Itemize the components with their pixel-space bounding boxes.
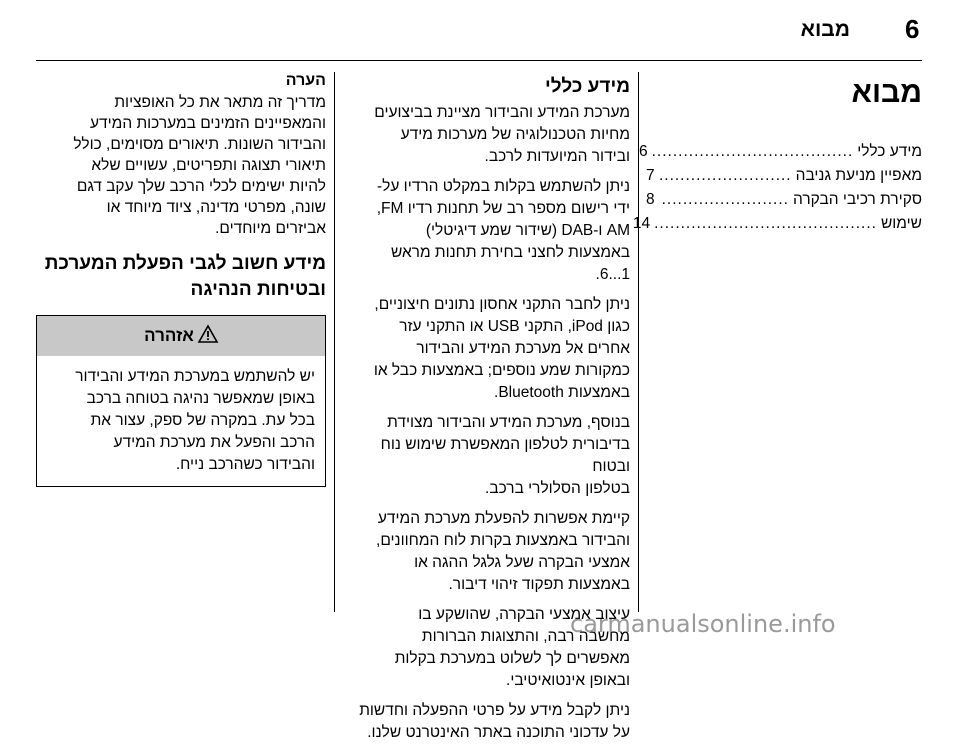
- toc-item-page: 14: [632, 215, 651, 232]
- text-line: מחשבה רבה, והתצוגות הברורות: [421, 628, 630, 645]
- text-line: מערכת המידע והבידור מציינת בביצועים: [374, 104, 630, 121]
- text-line: יש להשתמש במערכת המידע והבידור: [75, 368, 315, 385]
- text-line: באמצעות לחצני בחירת תחנות מראש: [390, 244, 630, 261]
- toc-item[interactable]: [639, 140, 922, 164]
- warning-box: [36, 315, 326, 487]
- text-line: קיימת אפשרות להפעלת מערכת המידע: [377, 510, 630, 527]
- text-line: מדריך זה מתאר את כל האופציות: [114, 94, 326, 111]
- paragraph: [342, 294, 630, 404]
- text-line: ניתן לחבר התקני אחסון נתונים חיצוניים,: [374, 296, 630, 313]
- section-title: מידע כללי: [544, 76, 630, 97]
- toc-leader-dots: ......................................: [651, 143, 854, 160]
- text-line: והבידור באמצעות בקרות לוח המחוונים,: [376, 532, 630, 549]
- toc-leader-dots: .........................: [658, 167, 792, 184]
- text-line: להיות ישימים לכלי הרכב שלך עקב דגם: [76, 178, 326, 195]
- text-line: והבידור כשהרכב נייח.: [175, 456, 315, 473]
- text-line: ניתן להשתמש בקלות במקלט הרדיו על-: [376, 178, 630, 195]
- toc-item-page: 8: [646, 191, 655, 208]
- text-line: אחרים אל מערכת המידע והבידור: [416, 340, 630, 357]
- toc-item-page: 6: [639, 143, 648, 160]
- text-line: והבידור השונות. תיאורים מסוימים, כולל: [73, 136, 326, 153]
- note-body: [36, 92, 326, 239]
- text-line: ידי רישום מספר רב של תחנות רדיו FM,: [376, 200, 630, 217]
- text-line: באמצעות Bluetooth.: [494, 384, 630, 401]
- text-line: ובידור המיועדות לרכב.: [484, 148, 630, 165]
- warning-body: [37, 356, 325, 486]
- page-header: [0, 0, 960, 56]
- paragraph: [342, 700, 630, 744]
- toc-leader-dots: ........................: [661, 191, 789, 208]
- paragraph: [342, 412, 630, 500]
- text-line: AM ו-DAB (שידור שמע דיגיטלי): [425, 222, 630, 239]
- toc-item-label: שימוש: [880, 215, 922, 232]
- toc-item-page: 7: [646, 167, 655, 184]
- general-info-column: [342, 68, 630, 752]
- toc-item-label: מאפיין מניעת גניבה: [795, 167, 922, 184]
- text-line: באמצעות תפקוד זיהוי דיבור.: [448, 576, 630, 593]
- text-line: הרכב והפעל את מערכת המידע: [113, 434, 315, 451]
- text-line: כמקורות שמע נוספים; באמצעות כבל או: [373, 362, 630, 379]
- text-line: בטלפון הסלולרי ברכב.: [485, 480, 630, 497]
- watermark: carmanualsonline.info: [570, 610, 836, 638]
- paragraph: [342, 176, 630, 286]
- text-line: כגון iPod, התקני USB או התקני עזר: [399, 318, 630, 335]
- paragraph: [342, 508, 630, 596]
- toc-item[interactable]: [646, 188, 922, 212]
- warning-header: [37, 316, 325, 356]
- page-number: 6: [905, 14, 920, 44]
- text-line: באופן שמאפשר נהיגה בטוחה ברכב: [86, 390, 315, 407]
- toc-leader-dots: ..........................................: [654, 215, 877, 232]
- note-title: הערה: [285, 72, 326, 89]
- text-line: בנוסף, מערכת המידע והבידור מצוידת: [387, 414, 630, 431]
- text-line: ניתן לקבל מידע על פרטי ההפעלה וחדשות: [359, 702, 630, 719]
- text-line: מחיות הטכנולוגיה של מערכות מידע: [400, 126, 630, 143]
- text-line: תיאורי תצוגה ותפריטים, עשויים שלא: [91, 157, 326, 174]
- warning-label: אזהרה: [144, 326, 194, 345]
- paragraph: [342, 102, 630, 168]
- header-title: מבוא: [800, 18, 850, 41]
- warning-triangle-icon: [198, 325, 218, 348]
- text-line: אמצעי הבקרה שעל גלגל ההגה או: [414, 554, 630, 571]
- toc-item[interactable]: [646, 164, 922, 188]
- text-line: על עדכוני התוכנה באתר האינטרנט שלנו.: [367, 724, 630, 741]
- info-title: מידע חשוב לגבי הפעלת המערכת ובטיחות הנהיגה: [44, 253, 326, 300]
- text-line: שונה, מפרטי מדינה, ציוד מיוחד או: [106, 199, 326, 216]
- text-line: ובאופן אינטואיטיבי.: [506, 672, 630, 689]
- toc-item-label: מידע כללי: [857, 143, 922, 160]
- text-line: בדיבורית לטלפון המאפשרת שימוש נוח ובטוח: [380, 436, 630, 475]
- text-line: בכל עת. במקרה של ספק, עצור את: [90, 412, 315, 429]
- toc-title: מבוא: [851, 76, 922, 109]
- text-line: והמאפיינים הזמינים במערכות המידע: [90, 115, 326, 132]
- column-divider-left: [334, 72, 335, 612]
- text-line: מאפשרים לך לשלוט במערכת בקלות: [394, 650, 630, 667]
- toc-item-label: סקירת רכיבי הבקרה: [792, 191, 922, 208]
- text-line: עיצוב אמצעי הבקרה, שהושקע בו: [418, 606, 630, 623]
- toc-item[interactable]: [632, 212, 922, 236]
- toc-column: [632, 68, 922, 236]
- header-rule: [36, 60, 922, 61]
- text-line: אביזרים מיוחדים.: [215, 220, 326, 237]
- text-line: 1...6.: [595, 266, 630, 283]
- notes-column: [36, 68, 326, 487]
